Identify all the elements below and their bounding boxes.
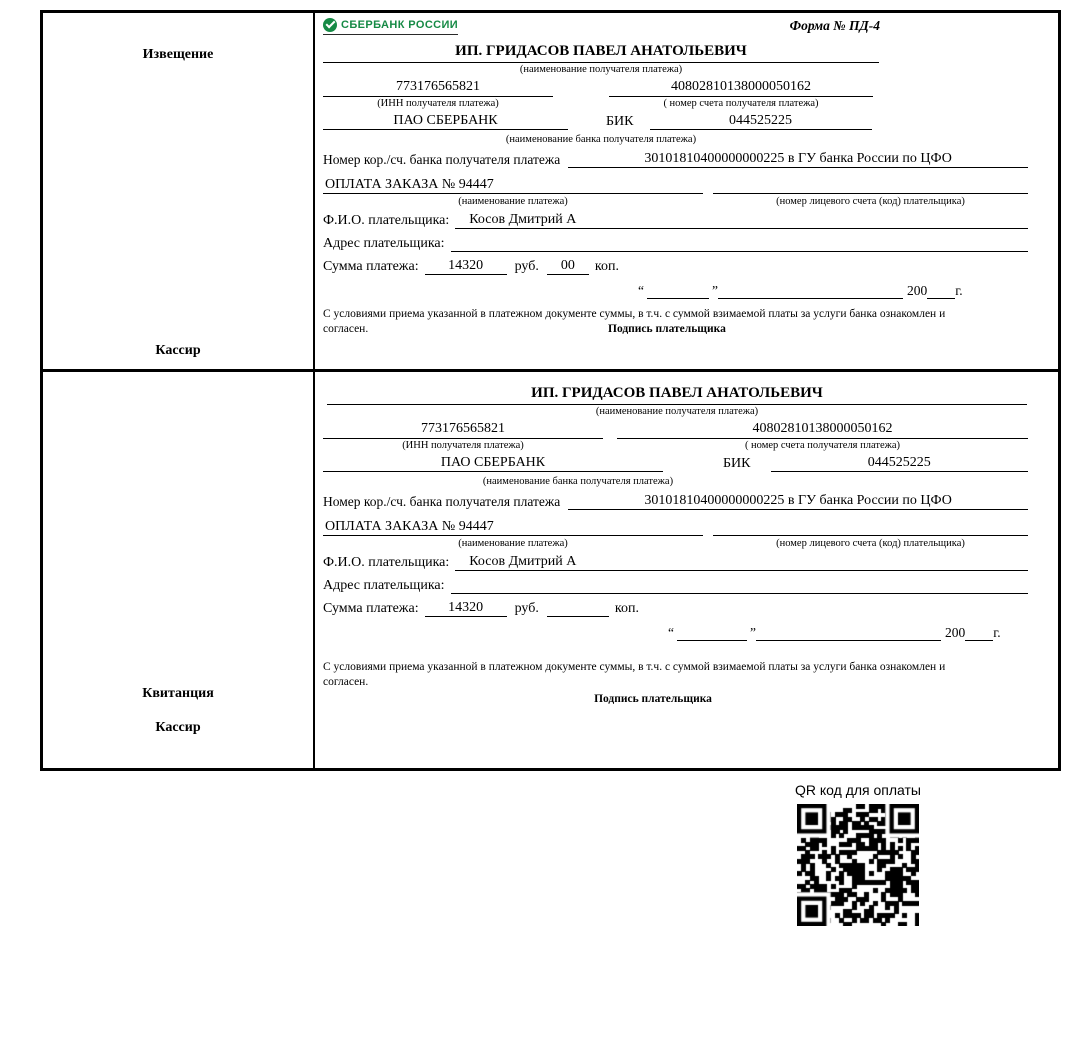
date-row [668,624,1028,641]
inn-caption: (ИНН получателя платежа) [377,98,499,109]
account-block [609,79,873,109]
date-month-field [756,624,941,641]
notice-header-row [323,18,1028,43]
payee-name: ИП. ГРИДАСОВ ПАВЕЛ АНАТОЛЬЕВИЧ [327,385,1027,405]
date-day-field [677,624,747,641]
payer-address-row [323,577,1028,594]
payee-caption: (наименование получателя платежа) [595,406,759,417]
personal-account-field [713,177,1028,194]
bank-name-value: ПАО СБЕРБАНК [323,113,568,130]
qr-block [786,782,930,926]
personal-account-field [713,519,1028,536]
kop-label: коп. [614,601,639,616]
notice-left-column [43,13,315,369]
rub-label: руб. [514,601,539,616]
pd4-form [40,10,1061,771]
corr-value: 30101810400000000225 в ГУ банка России по ЦФО [568,151,1028,168]
account-value: 40802810138000050162 [609,79,873,97]
payment-name-value: ОПЛАТА ЗАКАЗА № 94447 [323,177,703,194]
payment-captions-row [323,195,1028,207]
sum-rub-value: 14320 [425,258,507,275]
cashier-label: Кассир [155,720,201,735]
inn-block [323,79,553,109]
payment-name-value: ОПЛАТА ЗАКАЗА № 94447 [323,519,703,536]
payee-block [323,43,879,75]
payer-name-value: Косов Дмитрий А [455,554,1028,571]
date-row [638,282,1028,299]
inn-caption: (ИНН получателя платежа) [402,440,524,451]
sberbank-logo-text: СБЕРБАНК РОССИИ [341,19,459,31]
notice-section [43,13,1058,372]
date-quote-close: ” [712,283,718,298]
sum-kop-value [547,600,609,617]
bank-row [323,455,1028,472]
qr-code [797,804,919,926]
receipt-left-column [43,372,315,768]
bik-value: 044525225 [771,455,1029,472]
payer-name-value: Косов Дмитрий А [455,212,1028,229]
account-value: 40802810138000050162 [617,421,1028,439]
agreement-block [323,307,1028,336]
payment-sum-row [323,258,1028,275]
kop-label: коп. [594,259,619,274]
account-caption: ( номер счета получателя платежа) [663,98,819,109]
agreement-text: С условиями приема указанной в платежном документе суммы, в т.ч. с суммой взимаемой платы за услуги банка ознакомлен и согласен. [323,308,946,335]
bik-label: БИК [606,114,634,129]
payer-address-label: Адрес плательщика: [323,578,445,593]
payer-name-row [323,212,1028,229]
inn-value: 773176565821 [323,79,553,97]
corr-label: Номер кор./сч. банка получателя платежа [323,152,561,167]
payer-name-label: Ф.И.О. плательщика: [323,213,450,228]
date-year-field [927,282,955,299]
inn-block [323,421,603,451]
year-suffix: г. [993,625,1001,640]
payer-address-label: Адрес плательщика: [323,236,445,251]
year-prefix: 200 [945,625,966,640]
bank-caption: (наименование банка получателя платежа) [482,476,674,487]
sum-kop-value: 00 [547,258,589,275]
date-quote-open: “ [668,625,674,640]
payer-address-field [451,235,1028,252]
inn-account-row [323,421,1028,451]
payment-captions-row [323,537,1028,549]
payment-sum-row [323,600,1028,617]
date-month-field [718,282,903,299]
payee-name: ИП. ГРИДАСОВ ПАВЕЛ АНАТОЛЬЕВИЧ [323,43,879,63]
payment-name-row [323,519,1028,536]
date-quote-open: “ [638,283,644,298]
payer-name-row [323,554,1028,571]
corr-value: 30101810400000000225 в ГУ банка России по ЦФО [568,493,1028,510]
bank-caption: (наименование банка получателя платежа) [505,134,697,145]
bank-name-value: ПАО СБЕРБАНК [323,455,663,472]
date-year-field [965,624,993,641]
rub-label: руб. [514,259,539,274]
date-quote-close: ” [750,625,756,640]
form-number: Форма № ПД-4 [789,18,880,33]
agreement-block [323,660,1028,705]
year-suffix: г. [955,283,963,298]
sberbank-emblem-icon [323,18,337,32]
payer-address-field [451,577,1028,594]
payee-caption: (наименование получателя платежа) [519,64,683,75]
payee-block [327,385,1027,417]
receipt-label: Квитанция [142,686,214,701]
cashier-label: Кассир [155,343,201,358]
sberbank-logo [323,18,458,35]
payment-caption: (наименование платежа) [458,538,568,549]
payer-signature-label: Подпись плательщика [608,323,726,336]
account-block [617,421,1028,451]
bik-value: 044525225 [650,113,872,130]
receipt-form-area [315,372,1058,768]
agreement-text: С условиями приема указанной в платежном документе суммы, в т.ч. с суммой взимаемой платы за услуги банка ознакомлен и согласен. [323,661,946,688]
corr-account-row [323,151,1028,168]
bank-row [323,113,1028,130]
qr-caption: QR код для оплаты [794,782,921,798]
corr-account-row [323,493,1028,510]
notice-form-area [315,13,1058,369]
sum-label: Сумма платежа: [323,259,419,274]
payment-caption: (наименование платежа) [458,196,568,207]
corr-label: Номер кор./сч. банка получателя платежа [323,494,561,509]
inn-value: 773176565821 [323,421,603,439]
payment-name-row [323,177,1028,194]
sum-label: Сумма платежа: [323,601,419,616]
payer-name-label: Ф.И.О. плательщика: [323,555,450,570]
sum-rub-value: 14320 [425,600,507,617]
date-day-field [647,282,709,299]
bik-label: БИК [723,456,751,471]
payer-signature-label: Подпись плательщика [594,693,712,706]
personal-account-caption: (номер лицевого счета (код) плательщика) [776,196,965,207]
personal-account-caption: (номер лицевого счета (код) плательщика) [776,538,965,549]
inn-account-row [323,79,1028,109]
notice-label: Извещение [142,47,214,62]
payer-address-row [323,235,1028,252]
receipt-section [43,372,1058,768]
year-prefix: 200 [907,283,928,298]
account-caption: ( номер счета получателя платежа) [744,440,901,451]
